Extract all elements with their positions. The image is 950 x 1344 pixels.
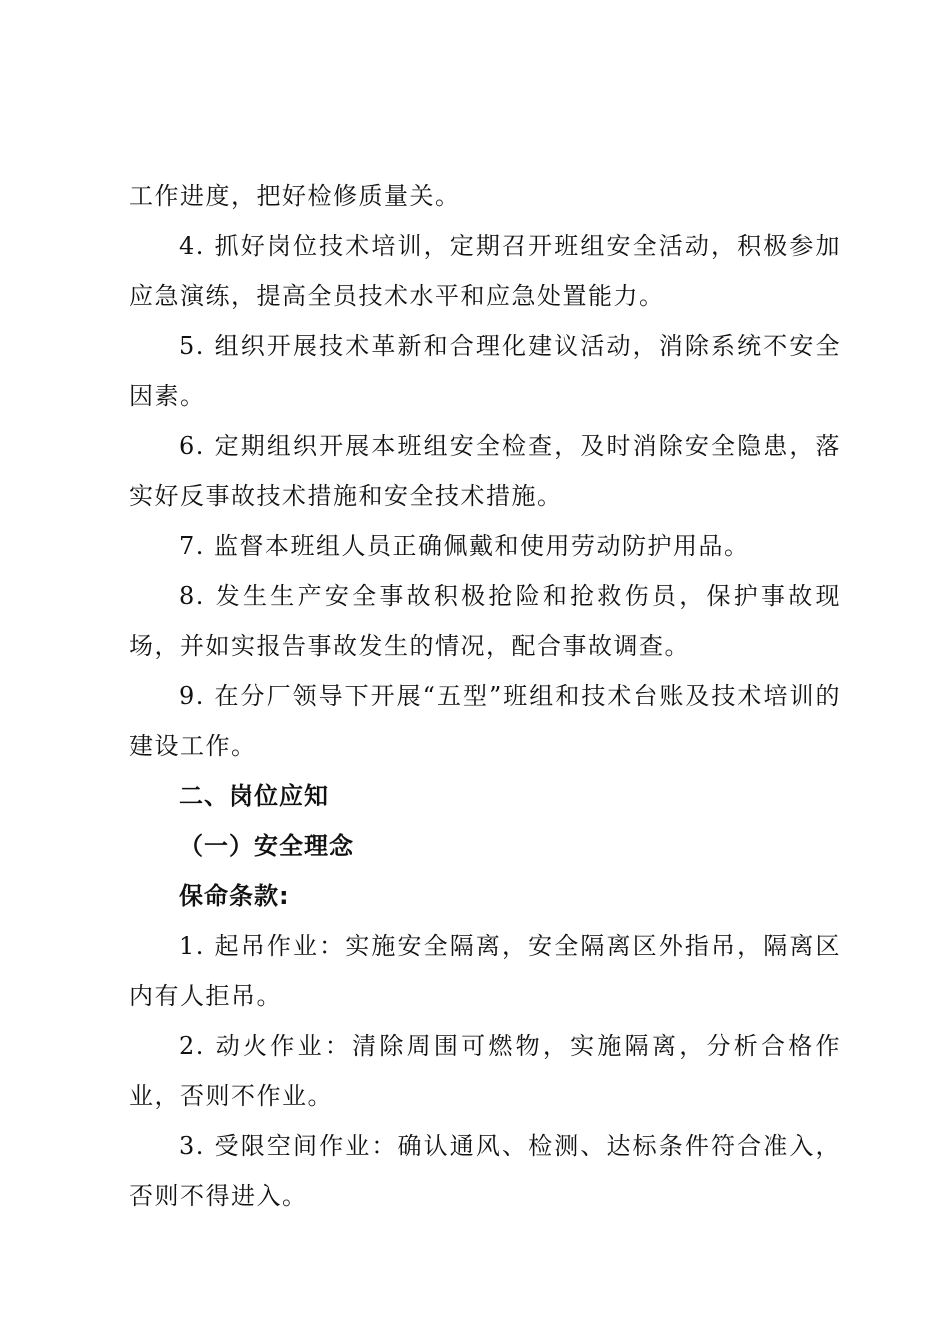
paragraph-item-9: 9. 在分厂领导下开展“五型”班组和技术台账及技术培训的建设工作。 (129, 682, 841, 760)
paragraph-item-6: 6. 定期组织开展本班组安全检查，及时消除安全隐患，落实好反事故技术措施和安全技术措施。 (129, 432, 841, 510)
document-body (129, 171, 841, 1221)
clause-item-2: 2. 动火作业：清除周围可燃物，实施隔离，分析合格作业，否则不作业。 (129, 1032, 841, 1110)
clause-heading: 保命条款: (179, 882, 290, 910)
paragraph-continuation: 工作进度，把好检修质量关。 (129, 182, 461, 210)
paragraph-item-5: 5. 组织开展技术革新和合理化建议活动，消除系统不安全因素。 (129, 332, 841, 410)
clause-item-1: 1. 起吊作业：实施安全隔离，安全隔离区外指吊，隔离区内有人拒吊。 (129, 932, 841, 1010)
subsection-heading: （一）安全理念 (179, 832, 354, 860)
paragraph-item-4: 4. 抓好岗位技术培训，定期召开班组安全活动，积极参加应急演练，提高全员技术水平和应急处置能力。 (129, 232, 841, 310)
paragraph-item-7: 7. 监督本班组人员正确佩戴和使用劳动防护用品。 (179, 532, 750, 560)
paragraph-item-8: 8. 发生生产安全事故积极抢险和抢救伤员，保护事故现场，并如实报告事故发生的情况，配合事故调查。 (129, 582, 841, 660)
clause-item-3: 3. 受限空间作业：确认通风、检测、达标条件符合准入，否则不得进入。 (129, 1132, 841, 1210)
section-heading: 二、岗位应知 (179, 782, 329, 810)
